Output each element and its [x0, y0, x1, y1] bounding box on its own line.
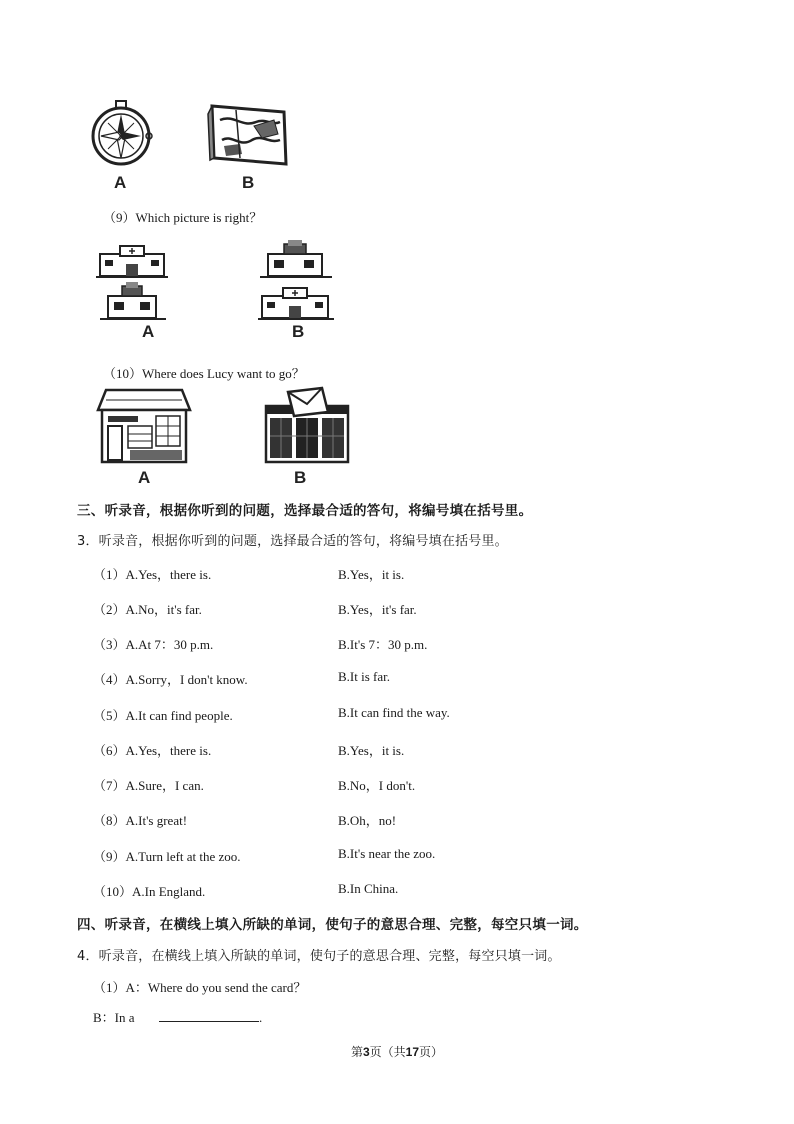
q8-label-b: B	[242, 173, 255, 192]
footer-prefix: 第	[350, 1045, 363, 1059]
q9-question: （9）Which picture is right？	[103, 210, 263, 225]
buildings-icon	[256, 238, 336, 324]
section4-q1-a: （1）A：Where do you send the card？	[93, 980, 307, 995]
item-10-option-b: B.In China.	[338, 881, 399, 896]
post-office-icon	[262, 388, 352, 466]
page-footer	[0, 1043, 794, 1060]
q10-label-a: A	[138, 468, 151, 487]
section4-instruction: 4．听录音，在横线上填入所缺的单词，使句子的意思合理、完整，每空只填一词。	[77, 949, 561, 964]
footer-page-number: 3	[362, 1045, 370, 1059]
item-5-option-b: B.It can find the way.	[338, 705, 450, 720]
item-10-option-a: （10）A.In England.	[93, 884, 206, 899]
item-9-option-a: （9）A.Turn left at the zoo.	[93, 849, 241, 864]
q10-question: （10）Where does Lucy want to go？	[103, 366, 305, 381]
section3-instruction: 3．听录音，根据你听到的问题，选择最合适的答句，将编号填在括号里。	[77, 534, 508, 549]
item-4-option-b: B.It is far.	[338, 669, 390, 684]
item-9-option-b: B.It's near the zoo.	[338, 846, 436, 861]
item-2-option-a: （2）A.No，it's far.	[93, 602, 202, 617]
item-8-option-b: B.Oh，no!	[338, 813, 397, 828]
q9-label-b: B	[292, 322, 305, 341]
q10-picture-a	[96, 388, 192, 466]
q9-picture-b	[256, 238, 336, 324]
item-6-option-b: B.Yes，it is.	[338, 743, 405, 758]
item-4-option-a: （4）A.Sorry，I don't know.	[93, 672, 248, 687]
q10-picture-b	[262, 388, 352, 466]
item-6-option-a: （6）A.Yes，there is.	[93, 743, 212, 758]
q1-b-suffix: .	[259, 1010, 263, 1025]
item-1-option-a: （1）A.Yes，there is.	[93, 567, 212, 582]
item-3-option-a: （3）A.At 7：30 p.m.	[93, 637, 214, 652]
footer-mid: 页（共	[369, 1045, 406, 1059]
item-5-option-a: （5）A.It can find people.	[93, 708, 233, 723]
q10-label-b: B	[294, 468, 307, 487]
compass-picture	[88, 98, 156, 170]
item-2-option-b: B.Yes，it's far.	[338, 602, 417, 617]
footer-suffix: 页）	[419, 1045, 444, 1059]
q9-picture-a	[96, 238, 170, 324]
shop-icon	[96, 388, 192, 466]
map-picture	[206, 100, 290, 168]
item-1-option-b: B.Yes，it is.	[338, 567, 405, 582]
item-7-option-a: （7）A.Sure，I can.	[93, 778, 204, 793]
q8-label-a: A	[114, 173, 127, 192]
section4-heading: 四、听录音，在横线上填入所缺的单词，使句子的意思合理、完整，每空只填一词。	[77, 917, 588, 933]
item-3-option-b: B.It's 7：30 p.m.	[338, 637, 428, 652]
section3-heading: 三、听录音，根据你听到的问题，选择最合适的答句，将编号填在括号里。	[77, 503, 533, 519]
compass-icon	[88, 98, 156, 170]
q1-b-prefix: B：In a	[93, 1010, 135, 1025]
footer-total-pages: 17	[405, 1045, 420, 1059]
q9-label-a: A	[142, 322, 155, 341]
buildings-icon	[96, 238, 170, 324]
answer-blank[interactable]	[159, 1009, 259, 1022]
map-icon	[206, 100, 290, 168]
section4-q1-b	[93, 1007, 262, 1026]
item-8-option-a: （8）A.It's great!	[93, 813, 188, 828]
item-7-option-b: B.No，I don't.	[338, 778, 416, 793]
